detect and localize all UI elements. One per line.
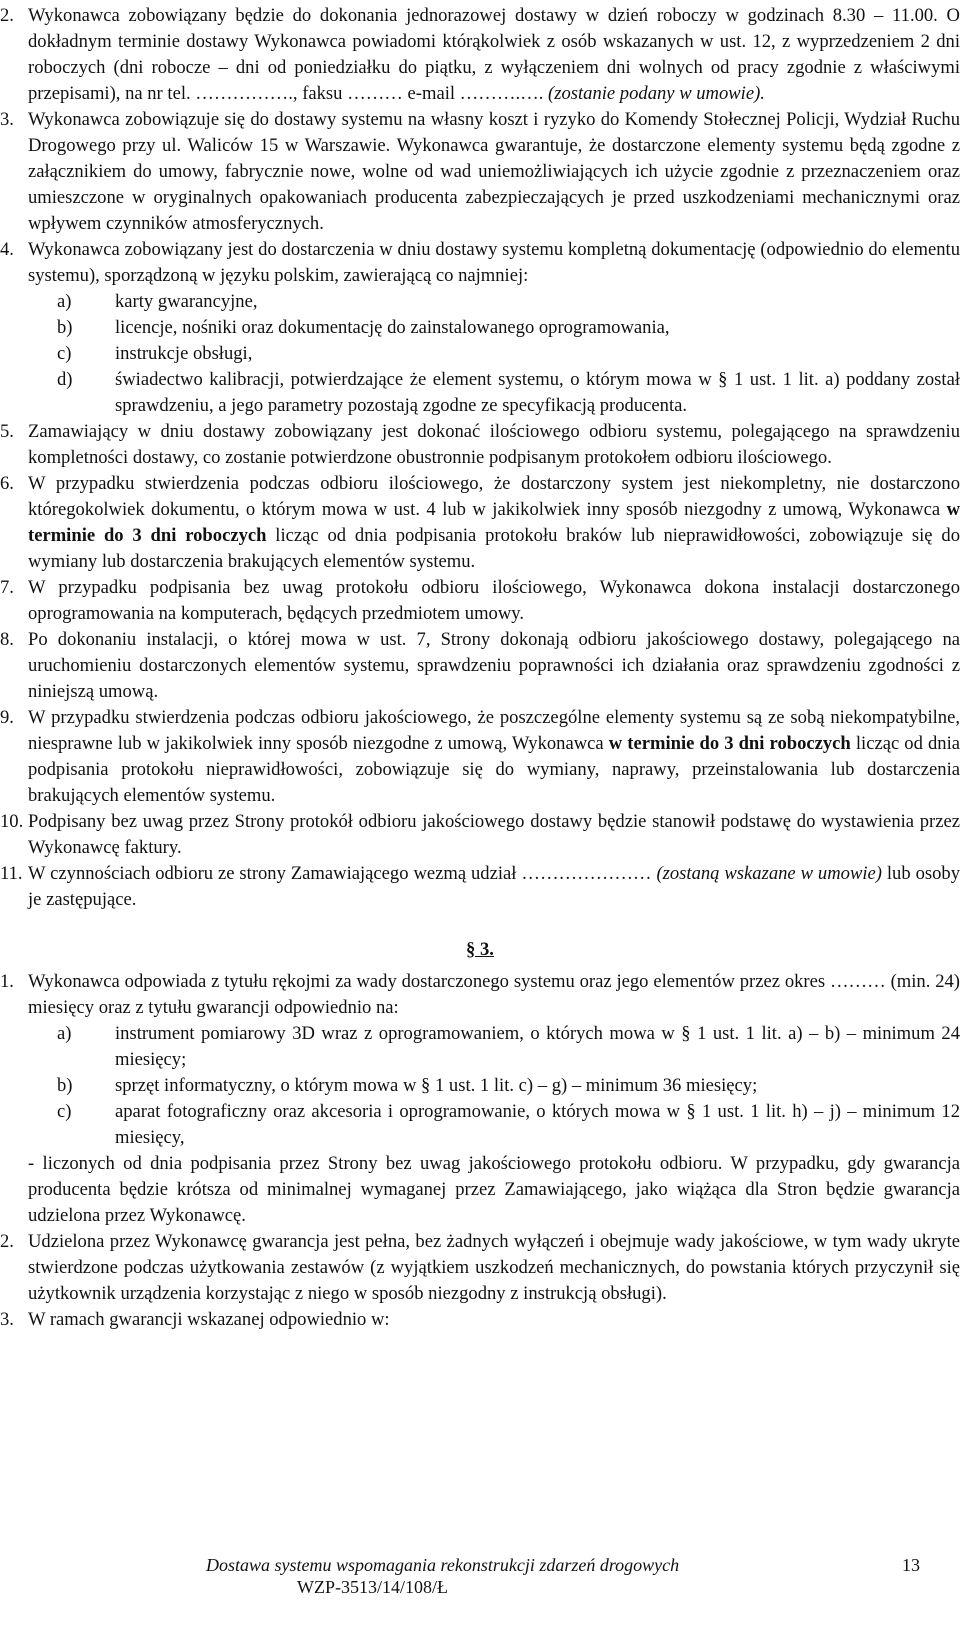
sub-item-letter: b) xyxy=(57,317,73,338)
item-text: W ramach gwarancji wskazanej odpowiednio w: xyxy=(28,1309,390,1330)
item4-sublist xyxy=(0,289,960,419)
list-item xyxy=(0,237,960,289)
list-item xyxy=(0,3,960,107)
list-item-number: 7. xyxy=(0,577,14,598)
list-item-number: 2. xyxy=(0,1231,14,1252)
sub-item xyxy=(0,1073,960,1099)
list-item xyxy=(0,575,960,627)
page-number: 13 xyxy=(902,1555,920,1575)
s3-item-1-tail: - liczonych od dnia podpisania przez Strony bez uwag jakościowego protokołu odbioru. W przypadku, gdy gwarancja producenta będzie krótsza od minimalnej wymaganej przez Zamawiającego, jako wiążąca dla Stron będzie gwarancja udzielona przez Wykonawcę. xyxy=(28,1153,960,1226)
sub-item-letter: c) xyxy=(57,343,72,364)
sub-item xyxy=(0,341,960,367)
footer-document-number: WZP-3513/14/108/Ł xyxy=(297,1577,448,1597)
items-mid-list xyxy=(0,419,960,913)
s3-item-1 xyxy=(0,969,960,1021)
sub-item xyxy=(0,1099,960,1151)
item-text: Wykonawca zobowiązany jest do dostarczenia w dniu dostawy systemu kompletną dokumentację (odpowiednio do elementu systemu), sporządzoną w języku polskim, zawierającą co najmniej: xyxy=(28,239,960,286)
bold-text: w terminie do 3 dni roboczych xyxy=(608,733,851,754)
sub-item-text: licencje, nośniki oraz dokumentację do zainstalowanego oprogramowania, xyxy=(115,317,670,338)
items-top-list xyxy=(0,3,960,289)
list-item-number: 10. xyxy=(0,811,24,832)
sub-item xyxy=(0,289,960,315)
item-text: licząc od dnia podpisania protokołu braków lub nieprawidłowości, zobowiązuje się do wymiany lub dostarczenia brakujących elementów systemu. xyxy=(28,525,960,572)
list-item-number: 5. xyxy=(0,421,14,442)
list-item xyxy=(0,1229,960,1307)
sub-item-text: instrument pomiarowy 3D wraz z oprogramowaniem, o których mowa w § 1 ust. 1 lit. a) – b) – minimum 24 miesięcy; xyxy=(115,1023,960,1070)
list-item xyxy=(0,627,960,705)
sub-item-letter: c) xyxy=(57,1101,72,1122)
item-text: Po dokonaniu instalacji, o której mowa w ust. 7, Strony dokonają odbioru jakościowego dostawy, polegającego na uruchomieniu dostarczonych elementów systemu, sprawdzeniu poprawności ich działania oraz sprawdzeniu zgodności z niniejszą umową. xyxy=(28,629,960,702)
list-item xyxy=(0,419,960,471)
item-text: licząc od dnia podpisania protokołu nieprawidłowości, zobowiązuje się do wymiany, naprawy, przeinstalowania lub dostarczenia brakujących elementów systemu. xyxy=(28,733,960,806)
list-item xyxy=(0,809,960,861)
item-text: Podpisany bez uwag przez Strony protokół odbioru jakościowego dostawy będzie stanowił podstawę do wystawienia przez Wykonawcę faktury. xyxy=(28,811,960,858)
item-text: W czynnościach odbioru ze strony Zamawiającego wezmą udział ………………… xyxy=(28,863,657,884)
list-item-number: 6. xyxy=(0,473,14,494)
list-item xyxy=(0,107,960,237)
item-text: Wykonawca zobowiązany będzie do dokonania jednorazowej dostawy w dzień roboczy w godzinach 8.30 – 11.00. O dokładnym terminie dostawy Wykonawca powiadomi którąkolwiek z osób wskazanych w ust. 12, z wyprzedzeniem 2 dni roboczych (dni robocze – dni od poniedziałku do piątku, z wyłączeniem dni wolnych od pracy zgodnie z właściwymi przepisami), na nr tel. ……………., faksu ……… e-mail ……….…. xyxy=(28,5,960,104)
item-text: W przypadku stwierdzenia podczas odbioru jakościowego, że poszczególne elementy systemu są ze sobą niekompatybilne, niesprawne lub w jakikolwiek inny sposób niezgodne z umową, Wykonawca xyxy=(28,707,960,754)
item-text: W przypadku podpisania bez uwag protokołu odbioru ilościowego, Wykonawca dokona instalacji dostarczonego oprogramowania na komputerach, będących przedmiotem umowy. xyxy=(28,577,960,624)
sub-item-text: sprzęt informatyczny, o którym mowa w § 1 ust. 1 lit. c) – g) – minimum 36 miesięcy; xyxy=(115,1075,758,1096)
italic-text: (zostaną wskazane w umowie) xyxy=(656,863,882,884)
item-text: Udzielona przez Wykonawcę gwarancja jest pełna, bez żadnych wyłączeń i obejmuje wady jakościowe, w tym wady ukryte stwierdzone podczas użytkowania zestawów (z wyjątkiem uszkodzeń mechanicznych, do powstania których przyczynił się użytkownik urządzenia korzystając z niego w sposób niezgodny z instrukcją obsługi). xyxy=(28,1231,960,1304)
sub-item-text: instrukcje obsługi, xyxy=(115,343,253,364)
document-body xyxy=(0,3,960,1333)
section-heading: § 3. xyxy=(466,939,494,960)
list-item xyxy=(0,861,960,913)
sub-item-letter: a) xyxy=(57,291,72,312)
item-text: lub osoby je zastępujące. xyxy=(28,863,960,910)
bold-text: w terminie do 3 dni roboczych xyxy=(28,499,960,546)
s3-items-rest-list xyxy=(0,1229,960,1333)
s3-item-1-sublist xyxy=(0,1021,960,1151)
list-item xyxy=(0,471,960,575)
list-item-number: 8. xyxy=(0,629,14,650)
sub-item-letter: a) xyxy=(57,1023,72,1044)
list-item-number: 3. xyxy=(0,1309,14,1330)
s3-item-1-intro: Wykonawca odpowiada z tytułu rękojmi za wady dostarczonego systemu oraz jego elementów przez okres ……… (min. 24) miesięcy oraz z tytułu gwarancji odpowiednio na: xyxy=(28,971,960,1018)
sub-item-text: aparat fotograficzny oraz akcesoria i oprogramowanie, o których mowa w § 1 ust. 1 lit. h) – j) – minimum 12 miesięcy, xyxy=(115,1101,960,1148)
list-item-number: 11. xyxy=(0,863,23,884)
list-item-number: 4. xyxy=(0,239,14,260)
list-item xyxy=(0,1307,960,1333)
item-text: Zamawiający w dniu dostawy zobowiązany jest dokonać ilościowego odbioru systemu, polegającego na sprawdzeniu kompletności dostawy, co zostanie potwierdzone obustronnie podpisanym protokołem odbioru ilościowego. xyxy=(28,421,960,468)
list-item-number: 9. xyxy=(0,707,14,728)
sub-item-letter: b) xyxy=(57,1075,73,1096)
sub-item xyxy=(0,1021,960,1073)
list-item xyxy=(0,705,960,809)
footer-title: Dostawa systemu wspomagania rekonstrukcji zdarzeń drogowych xyxy=(206,1555,680,1575)
sub-item-text: świadectwo kalibracji, potwierdzające że element systemu, o którym mowa w § 1 ust. 1 lit. a) poddany został sprawdzeniu, a jego parametry pozostają zgodne ze specyfikacją producenta. xyxy=(115,369,960,416)
item-text: Wykonawca zobowiązuje się do dostawy systemu na własny koszt i ryzyko do Komendy Stołecznej Policji, Wydział Ruchu Drogowego przy ul. Waliców 15 w Warszawie. Wykonawca gwarantuje, że dostarczone elementy systemu będą zgodne z załącznikiem do umowy, fabrycznie nowe, wolne od wad uniemożliwiających ich użycie zgodnie z przeznaczeniem oraz umieszczone w oryginalnych opakowaniach producenta zabezpieczających je przed uszkodzeniami mechanicznymi oraz wpływem czynników atmosferycznych. xyxy=(28,109,960,234)
list-item-number: 3. xyxy=(0,109,14,130)
italic-text: (zostanie podany w umowie). xyxy=(548,83,765,104)
list-item-number: 2. xyxy=(0,5,14,26)
s3-item-1-number: 1. xyxy=(0,971,14,992)
sub-item xyxy=(0,315,960,341)
item-text: W przypadku stwierdzenia podczas odbioru ilościowego, że dostarczony system jest niekompletny, nie dostarczono któregokolwiek dokumentu, o którym mowa w ust. 4 lub w jakikolwiek inny sposób niezgodny z umową, Wykonawca xyxy=(28,473,960,520)
sub-item-text: karty gwarancyjne, xyxy=(115,291,258,312)
sub-item-letter: d) xyxy=(57,369,73,390)
sub-item xyxy=(0,367,960,419)
